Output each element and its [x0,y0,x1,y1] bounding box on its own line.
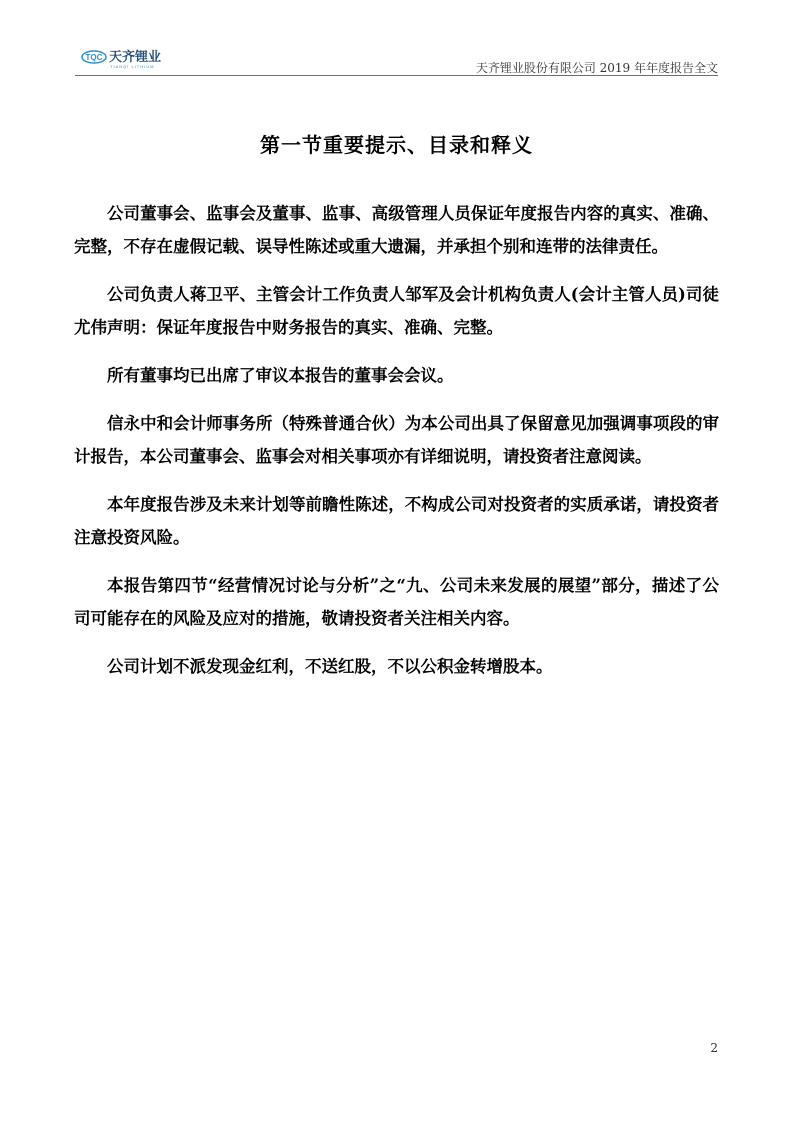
paragraph-responsibility: 公司董事会、监事会及董事、监事、高级管理人员保证年度报告内容的真实、准确、完整，不存在虚假记载、误导性陈述或重大遗漏，并承担个别和连带的法律责任。 [74,204,719,256]
header-doc-title: 天齐锂业股份有限公司 2019 年年度报告全文 [475,61,718,75]
document-body [74,197,719,698]
company-logo [81,47,171,69]
page-number: 2 [710,1041,718,1055]
paragraph-dividend-plan: 公司计划不派发现金红利，不送红股，不以公积金转增股本。 [107,657,553,676]
logo-subtext: TIANQI LITHIUM [110,64,155,69]
paragraph-audit-opinion: 信永中和会计师事务所（特殊普通合伙）为本公司出具了保留意见加强调事项段的审计报告，本公司董事会、监事会对相关事项亦有详细说明，请投资者注意阅读。 [74,414,719,466]
paragraph-financial-statement: 公司负责人蒋卫平、主管会计工作负责人邹军及会计机构负责人(会计主管人员)司徒尤伟声明：保证年度报告中财务报告的真实、准确、完整。 [74,285,719,337]
section-title: 第一节重要提示、目录和释义 [260,133,533,157]
paragraph-risk-reference: 本报告第四节“经营情况讨论与分析”之“九、公司未来发展的展望”部分，描述了公司可能存在的风险及应对的措施，敬请投资者关注相关内容。 [74,576,719,628]
paragraph-forward-looking: 本年度报告涉及未来计划等前瞻性陈述，不构成公司对投资者的实质承诺，请投资者注意投资风险。 [74,495,719,547]
header-divider [75,75,718,76]
logo-mark-icon [82,51,106,63]
logo-mark-text: TQC [85,53,103,62]
paragraph-board-attendance: 所有董事均已出席了审议本报告的董事会会议。 [107,366,454,385]
logo-text: 天齐锂业 [109,50,162,65]
